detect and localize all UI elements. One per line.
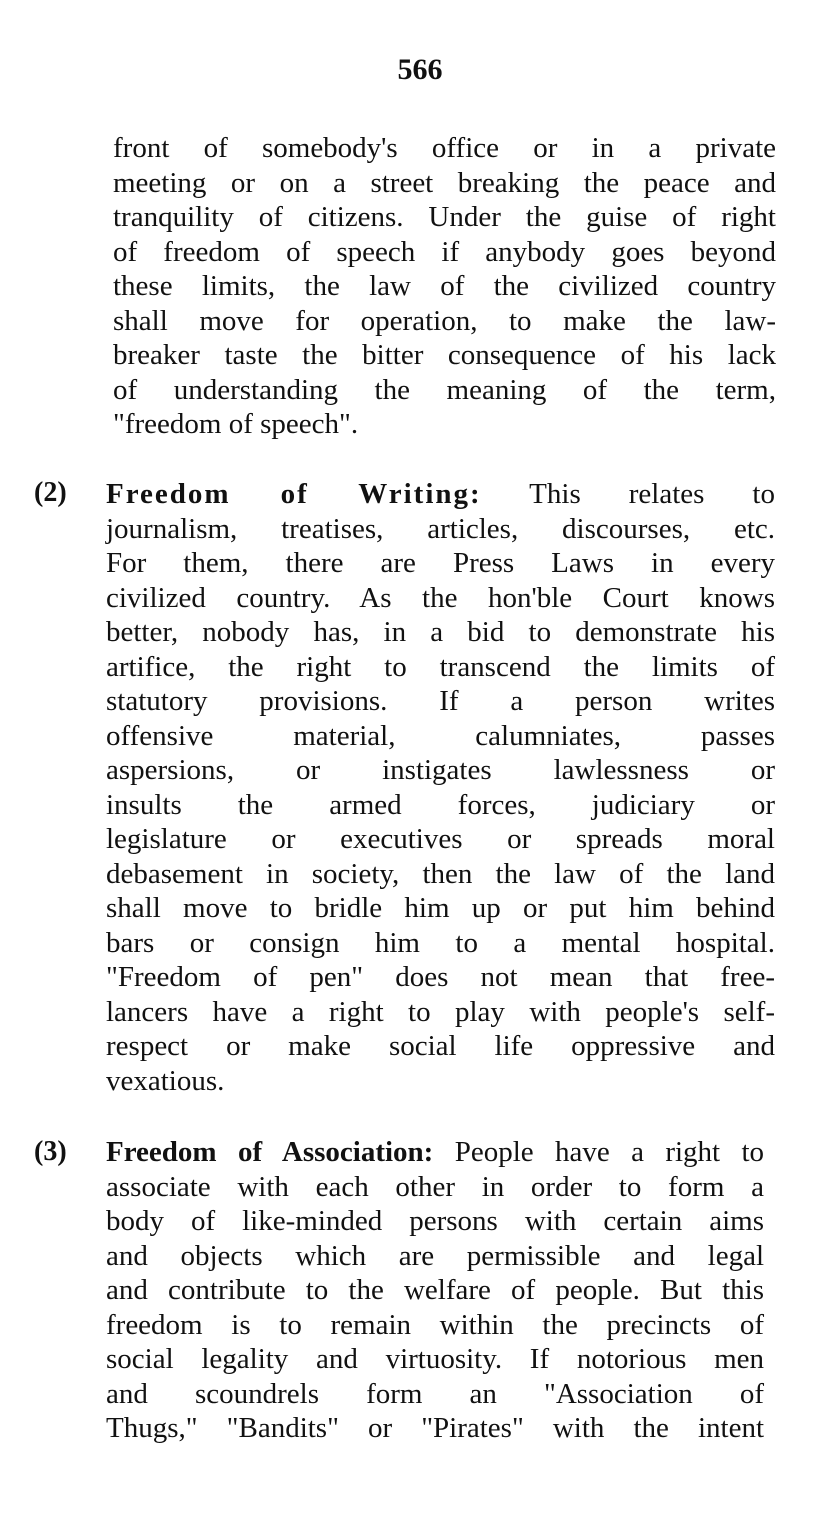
text-line: shall move for operation, to make the law- xyxy=(113,304,776,337)
text-line: aspersions, or instigates lawlessness or xyxy=(106,754,775,786)
text-line: vexatious. xyxy=(106,1064,225,1097)
text-line: shall move to bridle him up or put him behind xyxy=(106,892,775,924)
text-line: front of somebody's office or in a private xyxy=(113,132,776,164)
text-line: For them, there are Press Laws in every xyxy=(106,547,775,579)
text-line: of freedom of speech if anybody goes beyond xyxy=(113,235,776,268)
text-line: Thugs," "Bandits" or "Pirates" with the intent xyxy=(106,1412,764,1444)
section-heading: Freedom of Association: xyxy=(106,1136,434,1168)
text-line: and contribute to the welfare of people. But this xyxy=(106,1274,764,1306)
text-line: body of like-minded persons with certain aims xyxy=(106,1205,764,1237)
item-number-2: (2) xyxy=(34,477,67,508)
paragraph-continuation xyxy=(113,131,776,442)
text-line: and scoundrels form an "Association of xyxy=(106,1377,764,1410)
text-line: insults the armed forces, judiciary or xyxy=(106,788,775,821)
text-line: freedom is to remain within the precincts of xyxy=(106,1308,764,1341)
text-fragment: This relates to xyxy=(481,478,775,510)
text-line: legislature or executives or spreads moral xyxy=(106,823,775,855)
text-line: debasement in society, then the law of the land xyxy=(106,857,775,890)
text-line: these limits, the law of the civilized country xyxy=(113,270,776,302)
text-line: social legality and virtuosity. If notorious men xyxy=(106,1343,764,1375)
text-line: and objects which are permissible and legal xyxy=(106,1239,764,1272)
section-freedom-of-writing xyxy=(106,477,775,1098)
text-line-first xyxy=(106,1135,764,1170)
text-line-first xyxy=(106,477,775,512)
text-line: civilized country. As the hon'ble Court knows xyxy=(106,581,775,614)
text-line: "freedom of speech". xyxy=(113,408,359,440)
section-freedom-of-association xyxy=(106,1135,764,1446)
page-number: 566 xyxy=(397,53,443,86)
text-line: artifice, the right to transcend the limits of xyxy=(106,650,775,683)
text-line: respect or make social life oppressive and xyxy=(106,1030,775,1062)
text-line: offensive material, calumniates, passes xyxy=(106,719,775,752)
text-line: associate with each other in order to form a xyxy=(106,1170,764,1203)
text-line: breaker taste the bitter consequence of his lack xyxy=(113,339,776,371)
text-line: of understanding the meaning of the term, xyxy=(113,373,776,406)
text-line: lancers have a right to play with people's self- xyxy=(106,995,775,1028)
text-line: bars or consign him to a mental hospital. xyxy=(106,926,775,959)
text-line: statutory provisions. If a person writes xyxy=(106,685,775,717)
text-fragment: People have a right to xyxy=(433,1136,765,1168)
text-line: better, nobody has, in a bid to demonstrate his xyxy=(106,616,775,648)
text-line: tranquility of citizens. Under the guise of right xyxy=(113,201,776,233)
text-line: "Freedom of pen" does not mean that free- xyxy=(106,961,775,993)
text-line: journalism, treatises, articles, discourses, etc. xyxy=(106,512,775,545)
section-heading: Freedom of Writing: xyxy=(106,478,482,510)
item-number-3: (3) xyxy=(34,1136,67,1167)
text-line: meeting or on a street breaking the peace and xyxy=(113,166,776,199)
